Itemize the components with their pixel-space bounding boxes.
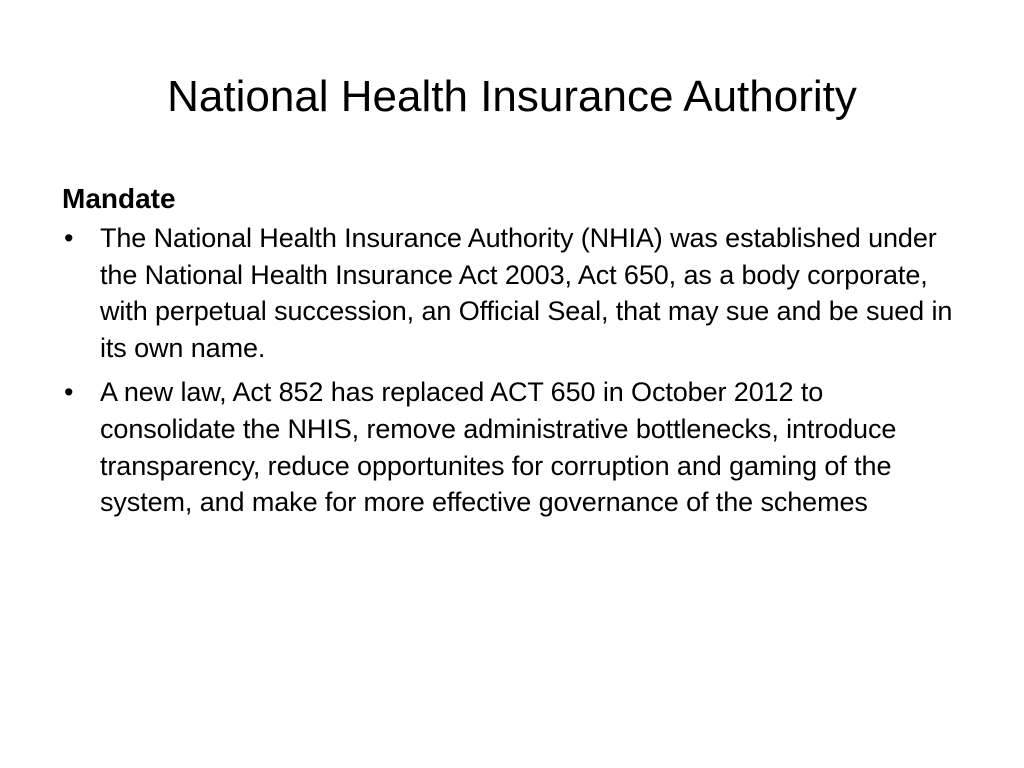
slide-title: National Health Insurance Authority [167, 72, 857, 121]
bullet-text: A new law, Act 852 has replaced ACT 650 in October 2012 to consolidate the NHIS, remove administrative bottlenecks, introduce transparency, reduce opportunites for corruption and gaming of the system, and make for more effective governance of the schemes [100, 377, 897, 518]
bullet-list [62, 220, 962, 521]
bullet-dot-icon: • [64, 377, 74, 408]
bullet-dot-icon: • [64, 223, 74, 253]
bullet-item-establishment [62, 220, 962, 366]
section-heading: Mandate [62, 183, 176, 214]
bullet-item-new-law [62, 374, 962, 520]
bullet-text: The National Health Insurance Authority (NHIA) was established under the National Health Insurance Act 2003, Act 650, as a body corporate, with perpetual succession, an Official Seal, that may sue and be sued in its own name. [100, 223, 953, 363]
slide-body [62, 180, 962, 529]
